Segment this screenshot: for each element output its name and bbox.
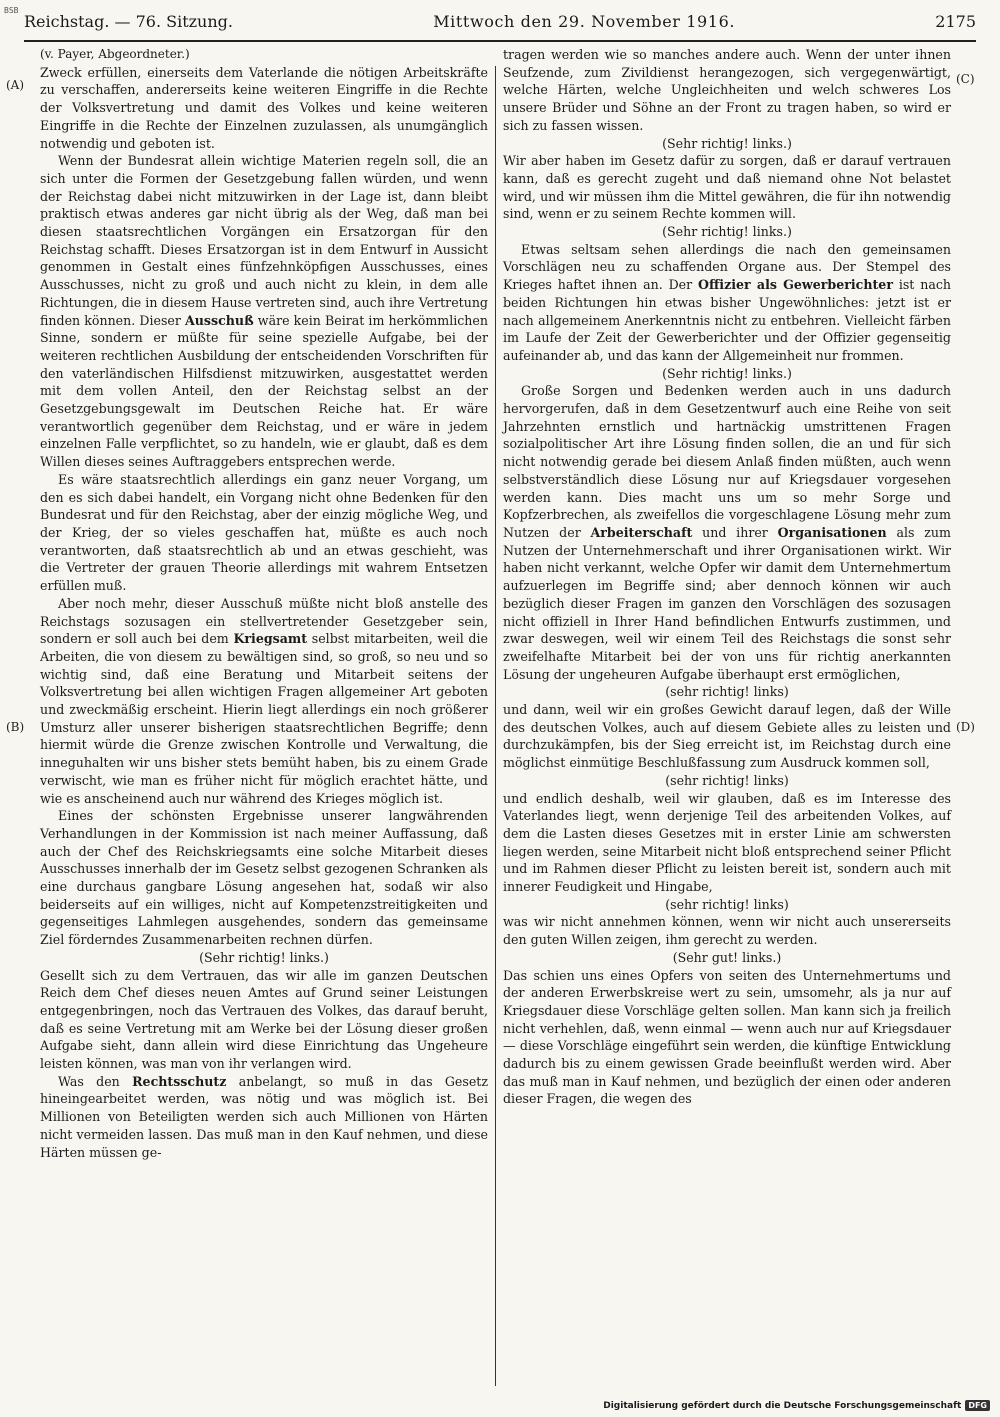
text-run: Große Sorgen und Bedenken werden auch in uns dadurch hervorgerufen, daß in dem Gesetzentwurf auch eine Reihe von seit Jahrzehnten ernstlich und hartnäckig umstrittenen Fragen sozialpolitischer Art ihre Lösung finden sollen, die an und für sich nicht notwendig gerade bei diesem Anlaß finden müßten, auch wenn selbstverständlich diese Lösung nur auf Kriegsdauer vorgesehen werden kann. Dies macht uns um so mehr Sorge und Kopfzerbrechen, als zweifellos die vorgeschlagene Lösung mehr zum Nutzen der: [503, 383, 951, 540]
paragraph: [40, 152, 488, 471]
header-date: Mittwoch den 29. November 1916.: [433, 12, 736, 31]
interjection: (Sehr richtig! links.): [662, 135, 792, 151]
text-run: selbst mitarbeiten, weil die Arbeiten, die von diesem zu bewältigen sind, so groß, so neu und so wichtig sind, daß eine Beratung und Mitarbeit seitens der Volksvertretung bei allen wichtigen Fragen allgemeiner Art geboten und zweckmäßig erscheint. Hierin liegt allerdings ein noch größerer Umsturz aller unserer bisherigen staatsrechtlichen Begriffe; denn hiermit würde die Grenze zwischen Kontrolle und Verwaltung, die inneguhalten wir uns bisher stets bemüht haben, bis zu einem Grade verwischt, wie man es früher nicht für möglich erachtet hätte, und wie es anscheinend auch nur während des Krieges möglich ist.: [40, 631, 488, 806]
column-divider: [495, 66, 496, 1386]
left-column: [40, 46, 488, 1161]
paragraph: [503, 241, 951, 365]
text-run: Was den: [58, 1073, 120, 1089]
interjection: (Sehr richtig! links.): [199, 949, 329, 965]
text-run: Etwas seltsam sehen allerdings die nach den gemeinsamen Vorschlägen neu zu schaffenden Organe aus. Der Stempel des Krieges haftet ihnen an. Der: [503, 241, 951, 293]
library-mark: BSB: [4, 6, 19, 15]
text-run: ist nach beiden Richtungen hin etwas bisher Ungewöhnliches: jetzt ist er nach allgemeinem Anerkenntnis nicht zu entbehren. Vielleicht färben im Laufe der Zeit der Gewerberichter und der Offizier gegenseitig aufeinander ab, und das kann der Allgemeinheit nur frommen.: [503, 277, 951, 363]
text-run: Wenn der Bundesrat allein wichtige Materien regeln soll, die an sich unter die Formen der Gesetzgebung fallen würden, und wenn der Reichstag dabei nicht mitzuwirken in der Lage ist, dann bleibt praktisch etwas anderes gar nicht übrig als der Weg, daß man bei diesen staatsrechtlichen Vorgängen ein Ersatzorgan für den Reichstag schafft. Dieses Ersatzorgan ist in dem Entwurf in Aussicht genommen in Gestalt eines fünfzehnköpfigen Ausschusses, eines Ausschusses, nicht zu groß und auch nicht zu klein, in dem alle Richtungen, die in diesem Hause vertreten sind, auch ihre Vertretung finden können. Dieser: [40, 153, 488, 328]
footer-text: Digitalisierung gefördert durch die Deutsche Forschungsgemeinschaft: [603, 1400, 962, 1411]
paragraph: Wir aber haben im Gesetz dafür zu sorgen, daß er darauf vertrauen kann, daß es gerecht zugeht und daß niemand ohne Not belastet wird, und wir müssen ihm die Mittel gewähren, die für ihn notwendig sind, wenn er zu seinem Rechte kommen will.: [503, 153, 951, 222]
digitization-footer: [603, 1400, 990, 1411]
interjection: (sehr richtig! links): [665, 772, 789, 788]
emphasis-term: Ausschuß: [185, 312, 254, 328]
margin-letter-d: (D): [956, 720, 975, 734]
emphasis-term: Organisationen: [777, 524, 887, 540]
dfg-logo: DFG: [965, 1400, 990, 1411]
paragraph: [40, 1073, 488, 1162]
paragraph: [40, 595, 488, 807]
page-number: 2175: [935, 12, 976, 31]
margin-letter-b: (B): [6, 720, 25, 734]
margin-letter-c: (C): [956, 72, 975, 86]
paragraph: was wir nicht annehmen können, wenn wir nicht auch unsererseits den guten Willen zeigen, ihm gerecht zu werden.: [503, 914, 951, 948]
paragraph: Gesellt sich zu dem Vertrauen, das wir alle im ganzen Deutschen Reich dem Chef dieses neuen Amtes auf Grund seiner Leistungen entgegenbringen, noch das Vertrauen des Volkes, das darauf beruht, daß es seine Vertretung mit am Werke bei der Lösung dieser großen Aufgabe sieht, dann allein wird diese Einrichtung das Ungeheure leisten können, was man von ihr verlangen wird.: [40, 967, 488, 1072]
speaker-label: (v. Payer, Abgeordneter.): [40, 47, 190, 61]
paragraph: Zweck erfüllen, einerseits dem Vaterlande die nötigen Arbeitskräfte zu verschaffen, andererseits keine weiteren Eingriffe in die Rechte der Volksvertretung und damit des Volkes und keine weiteren Eingriffe in die Rechte der Einzelnen zuzulassen, als unumgänglich notwendig und geboten ist.: [40, 64, 488, 151]
paragraph: tragen werden wie so manches andere auch. Wenn der unter ihnen Seufzende, zum Zivildienst herangezogen, sich vergegenwärtigt, welche Härten, welche Ungleichheiten und welch schweres Los unsere Brüder und Söhne an der Front zu tragen haben, so wird er sich zu fassen wissen.: [503, 47, 951, 133]
interjection: (Sehr richtig! links.): [662, 365, 792, 381]
paragraph: Das schien uns eines Opfers von seiten des Unternehmertums und der anderen Erwerbskreise wert zu sein, umsomehr, als ja nur auf Kriegsdauer diese Vorschläge gelten sollen. Man kann sich ja freilich nicht verhehlen, daß, wenn einmal — wenn auch nur auf Kriegsdauer — diese Vorschläge eingeführt sein werden, die künftige Entwicklung dadurch bis zu einem gewissen Grade beeinflußt werden wird. Aber das muß man in Kauf nehmen, und bezüglich der einen oder anderen dieser Fragen, die wegen des: [503, 967, 951, 1107]
emphasis-term: Arbeiterschaft: [590, 524, 693, 540]
page-header: [24, 12, 976, 36]
interjection: (sehr richtig! links): [665, 684, 789, 700]
paragraph: Eines der schönsten Ergebnisse unserer langwährenden Verhandlungen in der Kommission ist nach meiner Auffassung, daß auch der Chef des Reichskriegsamts eine solche Mitarbeit dieses Ausschusses innerhalb der im Gesetz selbst gezogenen Schranken als eine durchaus gangbare Lösung angesehen hat, sodaß wir also beiderseits auf ein williges, nicht auf Kompetenzstreitigkeiten und gegenseitiges Lahmlegen ausgehendes, sondern das gemeinsame Ziel förderndes Zusammenarbeiten rechnen dürfen.: [40, 808, 488, 948]
interjection: (Sehr gut! links.): [672, 949, 782, 965]
emphasis-term: Offizier als Gewerberichter: [698, 277, 893, 293]
text-run: und ihrer: [702, 524, 768, 540]
text-run: anbelangt, so muß in das Gesetz hineingearbeitet werden, was nötig und was möglich ist. Bei Millionen von Beteiligten werden sich auch Millionen von Härten nicht vermeiden lassen. Das muß man in den Kauf nehmen, und diese Härten müssen ge-: [40, 1073, 488, 1160]
emphasis-term: Kriegsamt: [233, 631, 308, 647]
paragraph: [503, 382, 951, 683]
paragraph: Es wäre staatsrechtlich allerdings ein ganz neuer Vorgang, um den es sich dabei handelt, ein Vorgang nicht ohne Bedenken für den Bundesrat und für den Reichstag, aber der einzig mögliche Weg, und der Krieg, der so vieles geschaffen hat, müßte es auch noch verantworten, daß staatsrechtlich ab und an etwas geschieht, was die Vertreter der grauen Theorie allerdings mit wahrem Entsetzen erfüllen muß.: [40, 471, 488, 594]
interjection: (Sehr richtig! links.): [662, 224, 792, 240]
text-run: wäre kein Beirat im herkömmlichen Sinne, sondern er müßte für seine spezielle Aufgabe, bei der weiteren rechtlichen Ausbildung der entscheidenden Vorschriften für den vaterländischen Hilfsdienst mitzuwirken, ausgestattet werden mit dem vollen Anteil, den der Reichstag selbst an der Gesetzgebungsgewalt im Deutschen Reiche hat. Er wäre verantwortlich gegenüber dem Reichstag, und er wäre in jedem einzelnen Falle verpflichtet, so zu handeln, wie er glaubt, daß es dem Willen dieses seines Auftraggebers entsprechen werde.: [40, 312, 488, 470]
margin-letter-a: (A): [6, 78, 25, 92]
paragraph: und endlich deshalb, weil wir glauben, daß es im Interesse des Vaterlandes liegt, wenn derjenige Teil des arbeitenden Volkes, auf dem die Lasten dieses Gesetzes mit in erster Linie am schwersten liegen werden, seine Mitarbeit nicht bloß entsprechend seiner Pflicht und im Rahmen dieser Pflicht zu leisten bereit ist, sondern auch mit innerer Feudigkeit und Hingabe,: [503, 790, 951, 895]
text-run: als zum Nutzen der Unternehmerschaft und ihrer Organisationen wirkt. Wir haben nicht verkannt, welche Opfer wir damit dem Unternehmertum aufzuerlegen im Begriffe sind; aber dennoch können wir auch bezüglich dieser Fragen im ganzen den Vorschlägen des sozusagen nicht offiziell in Ihrer Hand befindlichen Entwurfs zustimmen, und zwar deswegen, weil wir einem Teil des Reichstags die sonst sehr zweifelhafte Mitarbeit bei der von uns für richtig anerkannten Lösung der ungeheuren Aufgabe überhaupt erst ermöglichen,: [503, 524, 951, 682]
paragraph: und dann, weil wir ein großes Gewicht darauf legen, daß der Wille des deutschen Volkes, auch auf diesem Gebiete alles zu leisten und durchzukämpfen, bis der Sieg erreicht ist, im Reichstag durch eine möglichst einmütige Beschlußfassung zum Ausdruck kommen soll,: [503, 702, 951, 771]
emphasis-term: Rechtsschutz: [132, 1073, 227, 1089]
text-run: Aber noch mehr, dieser Ausschuß müßte nicht bloß anstelle des Reichstags sozusagen ein stellvertretender Gesetzgeber sein, sondern er soll auch bei dem: [40, 595, 488, 647]
header-rule: [24, 40, 976, 42]
header-title: Reichstag. — 76. Sitzung.: [24, 12, 233, 31]
right-column: [503, 46, 951, 1108]
interjection: (sehr richtig! links): [665, 896, 789, 912]
